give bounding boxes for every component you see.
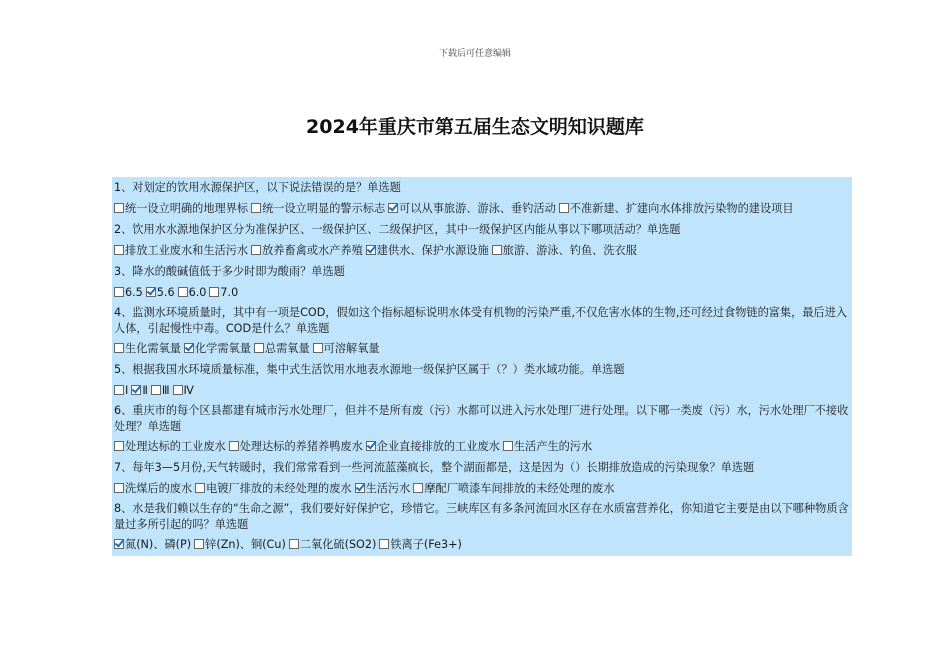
- option-label: 铁离子(Fe3+): [390, 538, 462, 551]
- option-label: Ⅲ: [161, 384, 170, 397]
- checkbox-icon[interactable]: [209, 287, 219, 297]
- option-label: 7.0: [220, 286, 239, 299]
- answer-option[interactable]: [229, 440, 363, 453]
- option-label: 可溶解氧量: [323, 342, 380, 355]
- answer-option[interactable]: [366, 244, 489, 257]
- option-label: 摩配厂喷漆车间排放的未经处理的废水: [424, 482, 615, 495]
- answer-option[interactable]: [413, 482, 614, 495]
- option-label: 统一设立明确的地理界标: [125, 202, 249, 215]
- checkbox-icon[interactable]: [254, 343, 264, 353]
- option-label: 生化需氧量: [125, 342, 181, 355]
- answer-option[interactable]: [194, 538, 286, 551]
- option-list: [112, 436, 852, 457]
- option-label: Ⅳ: [183, 384, 194, 397]
- option-list: [112, 198, 852, 219]
- answer-option[interactable]: [114, 482, 192, 495]
- checkbox-icon[interactable]: [178, 287, 188, 297]
- option-label: Ⅰ: [125, 384, 129, 397]
- option-label: 电镀厂排放的未经处理的废水: [206, 482, 352, 495]
- option-label: 可以从事旅游、游泳、垂钓活动: [399, 202, 556, 215]
- question-bank: [112, 177, 852, 556]
- answer-option[interactable]: [114, 440, 226, 453]
- option-label: 统一设立明显的警示标志: [262, 202, 386, 215]
- checkbox-icon[interactable]: [313, 343, 323, 353]
- option-label: 生活污水: [365, 482, 411, 495]
- question-block: [112, 457, 852, 499]
- option-label: 氮(N)、磷(P): [125, 538, 192, 551]
- option-label: 5.6: [156, 286, 175, 299]
- question-block: [112, 303, 852, 359]
- option-label: 处理达标的工业废水: [125, 440, 226, 453]
- answer-option[interactable]: [114, 384, 128, 397]
- checked-checkbox-icon[interactable]: [366, 441, 376, 451]
- answer-option[interactable]: [313, 342, 380, 355]
- checkbox-icon[interactable]: [251, 245, 261, 255]
- option-label: 6.5: [125, 286, 143, 299]
- checkbox-icon[interactable]: [289, 539, 299, 549]
- checked-checkbox-icon[interactable]: [114, 539, 124, 549]
- checkbox-icon[interactable]: [114, 483, 124, 493]
- answer-option[interactable]: [289, 538, 377, 551]
- answer-option[interactable]: [503, 440, 592, 453]
- checkbox-icon[interactable]: [151, 385, 161, 395]
- checked-checkbox-icon[interactable]: [388, 203, 398, 213]
- answer-option[interactable]: [114, 202, 248, 215]
- option-label: 排放工业废水和生活污水: [125, 244, 249, 257]
- checked-checkbox-icon[interactable]: [355, 483, 365, 493]
- answer-option[interactable]: [251, 202, 385, 215]
- checkbox-icon[interactable]: [413, 483, 423, 493]
- option-label: 二氧化硫(SO2): [299, 538, 377, 551]
- question-text: 7、每年3—5月份,天气转暖时，我们常常看到一些河流蓝藻疯长，整个湖面都是，这是因为（）长期排放造成的污染现象？单选题: [114, 461, 755, 474]
- checkbox-icon[interactable]: [114, 441, 124, 451]
- answer-option[interactable]: [114, 342, 181, 355]
- answer-option[interactable]: [195, 482, 351, 495]
- answer-option[interactable]: [251, 244, 363, 257]
- answer-option[interactable]: [114, 538, 191, 551]
- header-note: 下载后可任意编辑: [438, 49, 511, 59]
- question-block: [112, 177, 852, 219]
- checkbox-icon[interactable]: [114, 245, 124, 255]
- answer-option[interactable]: [254, 342, 310, 355]
- option-label: 化学需氧量: [194, 342, 251, 355]
- option-label: 锌(Zn)、铜(Cu): [205, 538, 286, 551]
- option-label: 总需氧量: [264, 342, 310, 355]
- checkbox-icon[interactable]: [114, 287, 124, 297]
- checkbox-icon[interactable]: [114, 343, 124, 353]
- question-block: [112, 401, 852, 457]
- question-block: [112, 261, 852, 303]
- option-list: [112, 380, 852, 401]
- option-label: 6.0: [188, 286, 207, 299]
- answer-option[interactable]: [173, 384, 194, 397]
- answer-option[interactable]: [146, 286, 175, 299]
- checkbox-icon[interactable]: [194, 539, 204, 549]
- question-text: 2、饮用水水源地保护区分为准保护区、一级保护区、二级保护区，其中一级保护区内能从事以下哪项活动？单选题: [114, 223, 681, 236]
- answer-option[interactable]: [559, 202, 794, 215]
- answer-option[interactable]: [131, 384, 148, 397]
- question-text: 8、水是我们赖以生存的“生命之源”，我们要好好保护它，珍惜它。三峡库区有多条河流回水区存在水质富营养化，你知道它主要是由以下哪种物质含量过多所引起的吗？单选题: [114, 502, 849, 531]
- answer-option[interactable]: [184, 342, 251, 355]
- question-text: 3、降水的酸碱值低于多少时即为酸雨？单选题: [114, 265, 345, 278]
- checked-checkbox-icon[interactable]: [131, 385, 141, 395]
- checkbox-icon[interactable]: [195, 483, 205, 493]
- option-label: 生活产生的污水: [513, 440, 593, 453]
- answer-option[interactable]: [366, 440, 500, 453]
- answer-option[interactable]: [114, 286, 143, 299]
- option-list: [112, 534, 852, 555]
- option-label: 处理达标的养猪养鸭废水: [239, 440, 363, 453]
- checkbox-icon[interactable]: [492, 245, 502, 255]
- checkbox-icon[interactable]: [229, 441, 239, 451]
- answer-option[interactable]: [151, 384, 170, 397]
- question-text: 1、对划定的饮用水源保护区，以下说法错误的是？单选题: [114, 181, 401, 194]
- checkbox-icon[interactable]: [559, 203, 569, 213]
- checkbox-icon[interactable]: [114, 203, 124, 213]
- question-text: 4、监测水环境质量时，其中有一项是COD，假如这个指标超标说明水体受有机物的污染严重,不仅危害水体的生物,还可经过食物链的富集，最后进入人体，引起慢性中毒。COD是什么？单选题: [114, 306, 848, 335]
- checked-checkbox-icon[interactable]: [146, 287, 156, 297]
- answer-option[interactable]: [388, 202, 556, 215]
- option-label: Ⅱ: [142, 384, 148, 397]
- question-block: [112, 219, 852, 261]
- question-text: 6、重庆市的每个区县都建有城市污水处理厂，但并不是所有废（污）水都可以进入污水处理厂进行处理。以下哪一类废（污）水，污水处理厂不接收处理？单选题: [114, 404, 849, 433]
- option-label: 建供水、保护水源设施: [376, 244, 489, 257]
- option-label: 企业直接排放的工业废水: [376, 440, 500, 453]
- answer-option[interactable]: [379, 538, 462, 551]
- checkbox-icon[interactable]: [379, 539, 389, 549]
- answer-option[interactable]: [209, 286, 238, 299]
- question-text: 5、根据我国水环境质量标准，集中式生活饮用水地表水源地一级保护区属于（？）类水域功能。单选题: [114, 363, 625, 376]
- answer-option[interactable]: [178, 286, 207, 299]
- checked-checkbox-icon[interactable]: [184, 343, 194, 353]
- page-title: 2024年重庆市第五届生态文明知识题库: [306, 116, 644, 138]
- option-list: [112, 240, 852, 261]
- question-block: [112, 359, 852, 401]
- answer-option[interactable]: [355, 482, 411, 495]
- checked-checkbox-icon[interactable]: [366, 245, 376, 255]
- checkbox-icon[interactable]: [173, 385, 183, 395]
- checkbox-icon[interactable]: [114, 385, 124, 395]
- option-list: [112, 478, 852, 499]
- answer-option[interactable]: [492, 244, 637, 257]
- question-block: [112, 499, 852, 555]
- checkbox-icon[interactable]: [251, 203, 261, 213]
- option-label: 洗煤后的废水: [125, 482, 193, 495]
- checkbox-icon[interactable]: [503, 441, 513, 451]
- option-label: 旅游、游泳、钓鱼、洗衣服: [502, 244, 637, 257]
- answer-option[interactable]: [114, 244, 248, 257]
- option-list: [112, 282, 852, 303]
- option-label: 放养畜禽或水产养殖: [262, 244, 363, 257]
- option-list: [112, 338, 852, 359]
- option-label: 不准新建、扩建向水体排放污染物的建设项目: [569, 202, 794, 215]
